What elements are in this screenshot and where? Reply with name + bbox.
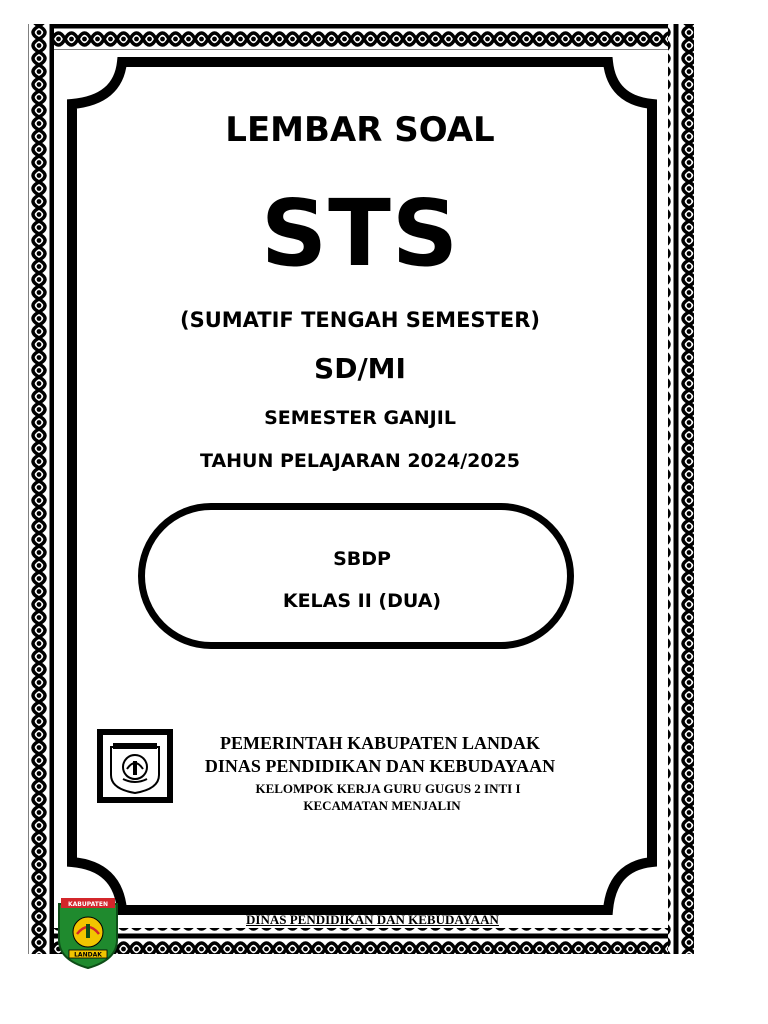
working-group: KELOMPOK KERJA GURU GUGUS 2 INTI I (255, 781, 521, 796)
subject-box (138, 503, 574, 649)
semester: SEMESTER GANJIL (264, 407, 456, 429)
district-logo (97, 729, 173, 803)
emblem-bottom-text: LANDAK (74, 951, 102, 959)
emblem-top-text: KABUPATEN (68, 901, 108, 908)
government-name: PEMERINTAH KABUPATEN LANDAK (219, 733, 540, 753)
subject-grade: KELAS II (DUA) (282, 590, 442, 612)
district-emblem-icon (103, 735, 167, 797)
exam-acronym: STS (260, 180, 460, 287)
department-name: DINAS PENDIDIKAN DAN KEBUDAYAAN (204, 756, 556, 776)
academic-year: TAHUN PELAJARAN 2024/2025 (199, 450, 521, 472)
exam-full-name: (SUMATIF TENGAH SEMESTER) (180, 308, 540, 332)
district-emblem-icon (55, 894, 121, 970)
cover-title: LEMBAR SOAL (225, 110, 495, 150)
footer-department: DINAS PENDIDIKAN DAN KEBUDAYAAN (246, 912, 499, 927)
district-subarea: KECAMATAN MENJALIN (303, 798, 461, 813)
school-level: SD/MI (314, 352, 406, 385)
subject-name: SBDP (333, 548, 391, 570)
